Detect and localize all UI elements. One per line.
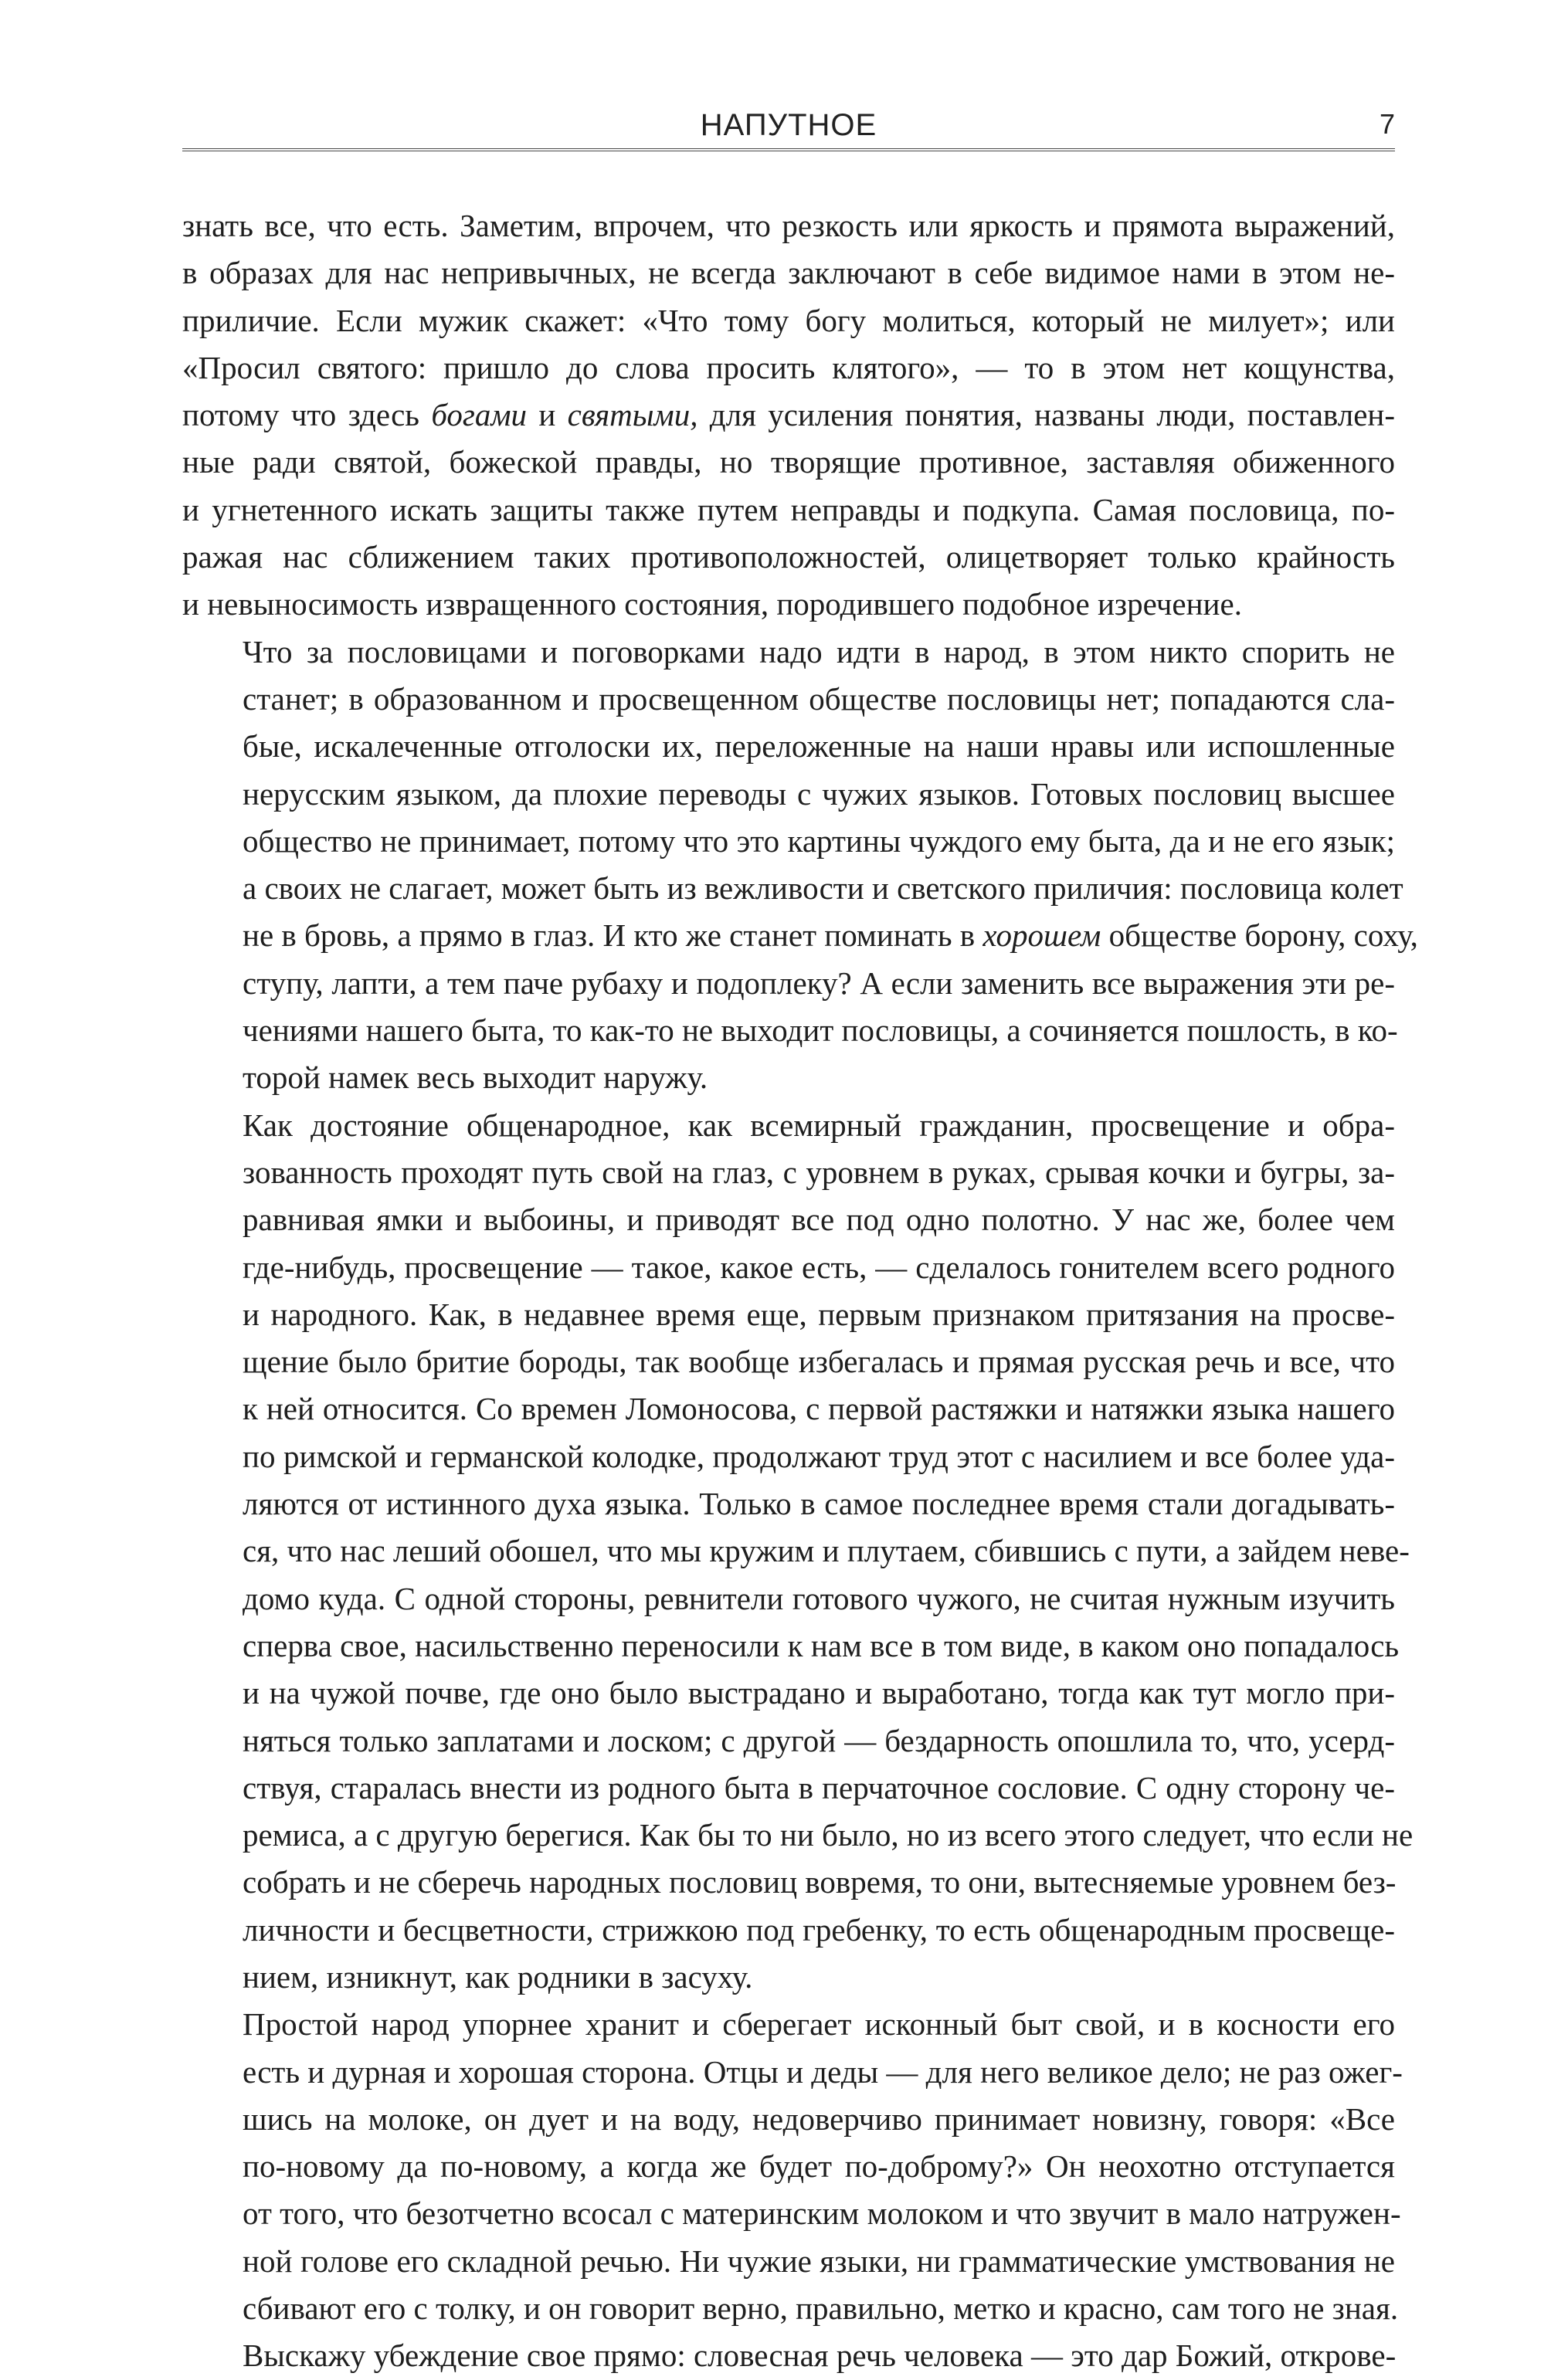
text-segment: домо куда. С одной стороны, ревнители готового чужого, не считая нужным изучить (243, 1580, 1395, 1616)
text-line (182, 1907, 1395, 1954)
text-line (182, 392, 1395, 439)
paragraph (182, 1102, 1414, 2002)
text-segment: щение было бритие бороды, так вообще избегалась и прямая русская речь и все, что (243, 1344, 1395, 1380)
text-line (182, 2285, 1399, 2332)
text-line (182, 1149, 1395, 1196)
text-line (182, 2096, 1395, 2143)
text-line (182, 534, 1395, 581)
text-segment: потому что здесь (182, 397, 432, 433)
text-line (182, 1338, 1395, 1385)
paragraph (182, 629, 1418, 1102)
text-line (182, 2001, 1395, 2048)
italic-word: хорошем (983, 917, 1101, 954)
text-line (182, 1385, 1395, 1432)
text-segment: по римской и германской колодке, продолжают труд этот с насилием и все более уда- (243, 1438, 1395, 1474)
text-line (182, 1812, 1414, 1859)
text-line (182, 344, 1395, 392)
text-line (182, 1622, 1400, 1670)
text-line (182, 818, 1395, 865)
text-segment: ся, что нас леший обошел, что мы кружим и плутаем, сбившись с пути, а зайдем неве- (243, 1533, 1410, 1569)
text-line (182, 487, 1395, 534)
text-segment: общество не принимает, потому что это картины чуждого ему быта, да и не его язык; (243, 822, 1395, 859)
text-segment: равнивая ямки и выбоины, и приводят все под одно полотно. У нас же, более чем (243, 1202, 1395, 1238)
text-segment: ствуя, старалась внести из родного быта в перчаточное сословие. С одну сторону че- (243, 1769, 1395, 1805)
text-line (182, 1765, 1395, 1812)
text-line (182, 912, 1418, 959)
text-segment: ступу, лапти, а тем паче рубаху и подоплеку? А если заменить все выражения эти ре- (243, 965, 1395, 1001)
text-segment: сбивают его с толку, и он говорит верно, правильно, метко и красно, сам того не зная. (243, 2290, 1399, 2327)
text-line (182, 439, 1395, 486)
text-segment: ные ради святой, божеской правды, но творящие противное, заставляя обиженного (182, 444, 1395, 480)
italic-word: святыми, (567, 397, 698, 433)
text-segment: а своих не слагает, может быть из вежливости и светского приличия: пословица колет (243, 870, 1403, 907)
text-segment: Что за пословицами и поговорками надо идти в народ, в этом никто спорить не (243, 633, 1395, 670)
text-line (182, 249, 1395, 297)
text-segment: знать все, что есть. Заметим, впрочем, что резкость или яркость и прямота выражений, (182, 208, 1395, 243)
text-segment: и невыносимость извращенного состояния, породившего подобное изречение. (182, 586, 1242, 622)
text-segment: ражая нас сближением таких противоположностей, олицетворяет только крайность (182, 539, 1395, 575)
text-segment: шись на молоке, он дует и на воду, недоверчиво принимает новизну, говоря: «Все (243, 2100, 1395, 2137)
text-segment: торой намек весь выходит наружу. (243, 1059, 708, 1096)
paragraph (182, 202, 1395, 629)
text-segment: и народного. Как, в недавнее время еще, первым признаком притязания на просве- (243, 1296, 1395, 1332)
running-header (182, 108, 1395, 151)
page-number: 7 (1379, 108, 1395, 140)
running-title: НАПУТНОЕ (700, 108, 877, 142)
text-segment: ляются от истинного духа языка. Только в самое последнее время стали догадывать- (243, 1486, 1395, 1522)
text-segment: Как достояние общенародное, как всемирный гражданин, просвещение и обра- (243, 1107, 1395, 1143)
text-line (182, 723, 1395, 770)
text-line (182, 1196, 1395, 1243)
text-segment: чениями нашего быта, то как-то не выходит пословицы, а сочиняется пошлость, в ко- (243, 1012, 1398, 1049)
text-segment: няться только заплатами и лоском; с другой — бездарность опошлила то, что, усерд- (243, 1722, 1395, 1758)
text-segment: собрать и не сберечь народных пословиц вовремя, то они, вытесняемые уровнем без- (243, 1864, 1397, 1900)
text-line (182, 1054, 1395, 1101)
text-line (182, 960, 1395, 1007)
text-line (182, 297, 1395, 344)
text-segment: Выскажу убеждение свое прямо: словесная речь человека — это дар Божий, открове- (243, 2338, 1397, 2374)
text-line (182, 629, 1395, 676)
text-segment: ной голове его складной речью. Ни чужие языки, ни грамматические умствования не (243, 2243, 1395, 2279)
text-segment: нием, изникнут, как родники в засуху. (243, 1958, 753, 1995)
text-line (182, 2238, 1395, 2285)
text-segment: по-новому да по-новому, а когда же будет по-доброму?» Он неохотно отступается (243, 2148, 1395, 2185)
text-line (182, 1717, 1395, 1765)
text-segment: обществе борону, соху, (1101, 917, 1418, 954)
text-line (182, 1102, 1395, 1149)
text-segment: и угнетенного искать защиты также путем неправды и подкупа. Самая пословица, по- (182, 491, 1395, 527)
text-segment: от того, что безотчетно всосал с материнским молоком и что звучит в мало натружен- (243, 2195, 1401, 2232)
text-line (182, 2190, 1401, 2237)
text-line (182, 1291, 1395, 1338)
text-line (182, 1480, 1395, 1527)
text-line (182, 771, 1395, 818)
text-segment: к ней относится. Со времен Ломоносова, с первой растяжки и натяжки языка нашего (243, 1391, 1395, 1427)
text-segment: в образах для нас непривычных, не всегда заключают в себе видимое нами в этом не- (182, 255, 1395, 291)
text-line (182, 676, 1395, 723)
text-segment: приличие. Если мужик скажет: «Что тому богу молиться, который не милует»; или (182, 302, 1395, 338)
paragraph (182, 2001, 1403, 2379)
text-segment: где-нибудь, просвещение — такое, какое есть, — сделалось гонителем всего родного (243, 1249, 1395, 1285)
text-line (182, 1954, 1395, 2001)
text-line (182, 2332, 1395, 2379)
text-segment: личности и бесцветности, стрижкою под гребенку, то есть общенародным просвеще- (243, 1911, 1395, 1948)
text-line (182, 202, 1395, 249)
text-segment: «Просил святого: пришло до слова просить клятого», — то в этом нет кощунства, (182, 349, 1395, 385)
text-line (182, 1007, 1398, 1054)
text-line (182, 1433, 1395, 1480)
text-line (182, 1244, 1395, 1291)
text-segment: для усиления понятия, названы люди, поставлен- (697, 397, 1395, 433)
body-text (182, 202, 1418, 2380)
text-segment: не в бровь, а прямо в глаз. И кто же станет поминать в (243, 917, 983, 954)
text-line (182, 1575, 1395, 1622)
text-segment: нерусским языком, да плохие переводы с чужих языков. Готовых пословиц высшее (243, 775, 1395, 812)
text-segment: Простой народ упорнее хранит и сберегает исконный быт свой, и в косности его (243, 2006, 1395, 2043)
text-segment: сперва свое, насильственно переносили к нам все в том виде, в каком оно попадалось (243, 1627, 1400, 1663)
text-line (182, 2143, 1395, 2190)
text-line (182, 2049, 1403, 2096)
text-segment: есть и дурная и хорошая сторона. Отцы и деды — для него великое дело; не раз ожег- (243, 2053, 1403, 2090)
text-line (182, 865, 1403, 912)
text-segment: бые, искалеченные отголоски их, переложенные на наши нравы или испошленные (243, 728, 1395, 765)
text-segment: ремиса, а с другую берегися. Как бы то ни было, но из всего этого следует, что если не (243, 1817, 1414, 1853)
text-segment: и (527, 397, 568, 433)
text-line (182, 1527, 1410, 1575)
text-line (182, 1859, 1395, 1906)
text-segment: станет; в образованном и просвещенном обществе пословицы нет; попадаются сла- (243, 680, 1395, 717)
text-line (182, 581, 1395, 628)
text-segment: зованность проходят путь свой на глаз, с уровнем в руках, срывая кочки и бугры, за- (243, 1154, 1395, 1190)
italic-word: богами (431, 397, 528, 433)
text-line (182, 1670, 1395, 1717)
text-segment: и на чужой почве, где оно было выстрадано и выработано, тогда как тут могло при- (243, 1675, 1395, 1711)
